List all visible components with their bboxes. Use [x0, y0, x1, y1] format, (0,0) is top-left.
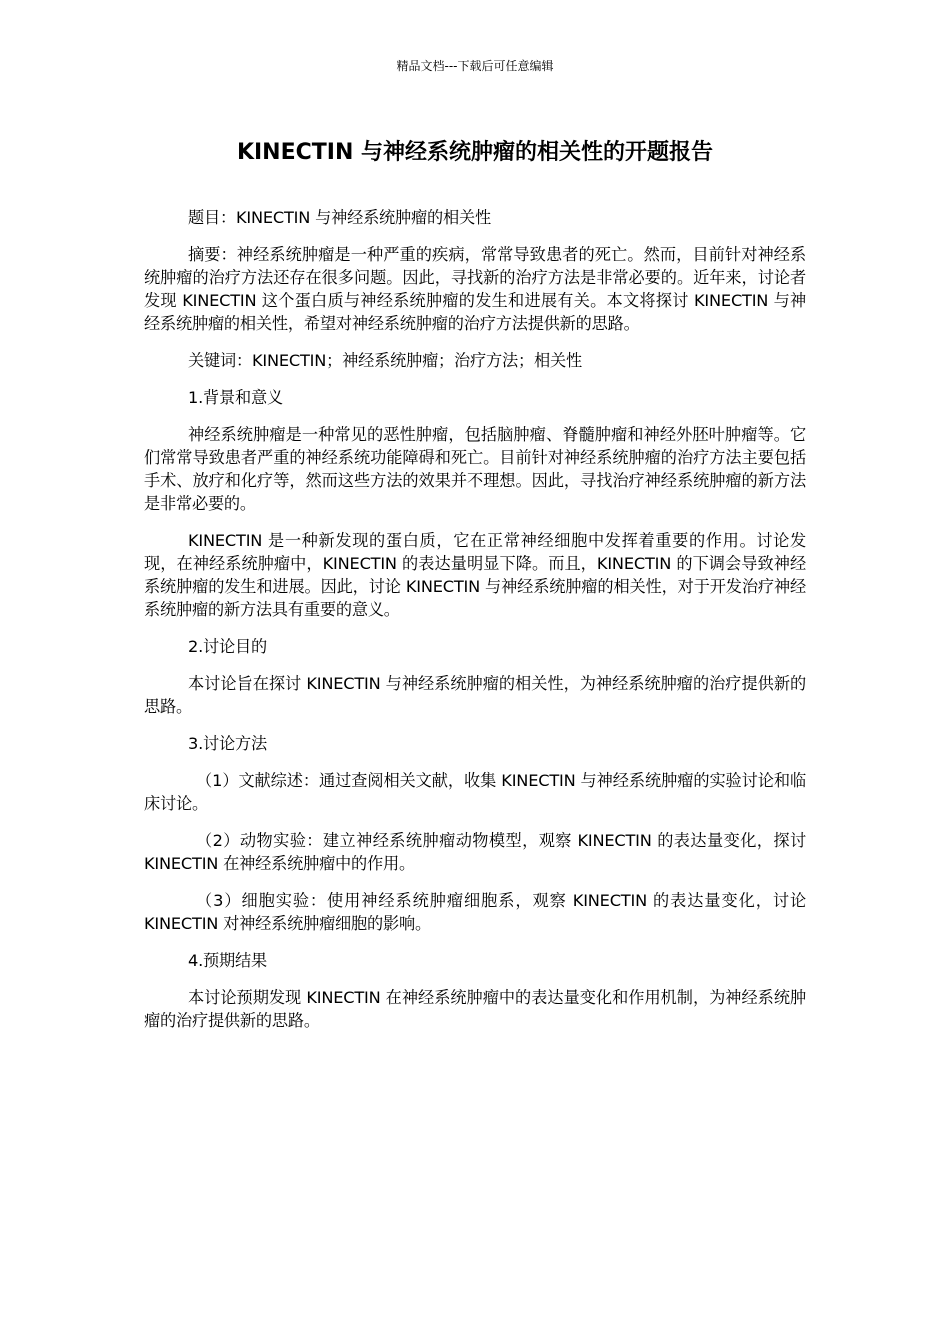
background-paragraph-1: 神经系统肿瘤是一种常见的恶性肿瘤，包括脑肿瘤、脊髓肿瘤和神经外胚叶肿瘤等。它们常常导致患者严重的神经系统功能障碍和死亡。目前针对神经系统肿瘤的治疗方法主要包括手术、放疗和化疗等，然而这些方法的效果并不理想。因此，寻找治疗神经系统肿瘤的新方法是非常必要的。: [144, 425, 806, 513]
keywords-line: 关键词：KINECTIN；神经系统肿瘤；治疗方法；相关性: [188, 351, 582, 370]
method-item-literature: （1）文献综述：通过查阅相关文献，收集 KINECTIN 与神经系统肿瘤的实验讨论和临床讨论。: [144, 771, 806, 813]
abstract-paragraph: 摘要：神经系统肿瘤是一种严重的疾病，常常导致患者的死亡。然而，目前针对神经系统肿瘤的治疗方法还存在很多问题。因此，寻找新的治疗方法是非常必要的。近年来，讨论者发现 KINECTIN 这个蛋白质与神经系统肿瘤的发生和进展有关。本文将探讨 KINECTIN 与神经系统肿瘤的相关性，希望对神经系统肿瘤的治疗方法提供新的思路。: [144, 245, 806, 333]
document-title: KINECTIN 与神经系统肿瘤的相关性的开题报告: [236, 140, 714, 165]
topic-line: 题目：KINECTIN 与神经系统肿瘤的相关性: [188, 208, 491, 227]
background-paragraph-2: KINECTIN 是一种新发现的蛋白质，它在正常神经细胞中发挥着重要的作用。讨论发现，在神经系统肿瘤中，KINECTIN 的表达量明显下降。而且，KINECTIN 的下调会导致神经系统肿瘤的发生和进展。因此，讨论 KINECTIN 与神经系统肿瘤的相关性，对于开发治疗神经系统肿瘤的新方法具有重要的意义。: [144, 531, 806, 619]
purpose-paragraph: 本讨论旨在探讨 KINECTIN 与神经系统肿瘤的相关性，为神经系统肿瘤的治疗提供新的思路。: [144, 674, 806, 716]
section-heading-background: 1.背景和意义: [188, 388, 283, 407]
document-body: [144, 206, 806, 1046]
method-item-animal: （2）动物实验：建立神经系统肿瘤动物模型，观察 KINECTIN 的表达量变化，探讨 KINECTIN 在神经系统肿瘤中的作用。: [144, 831, 806, 873]
section-heading-purpose: 2.讨论目的: [188, 637, 267, 656]
section-heading-results: 4.预期结果: [188, 951, 267, 970]
method-item-cell: （3）细胞实验：使用神经系统肿瘤细胞系，观察 KINECTIN 的表达量变化，讨论 KINECTIN 对神经系统肿瘤细胞的影响。: [144, 891, 806, 933]
page-header: 精品文档---下载后可任意编辑: [396, 59, 554, 73]
section-heading-methods: 3.讨论方法: [188, 734, 267, 753]
results-paragraph: 本讨论预期发现 KINECTIN 在神经系统肿瘤中的表达量变化和作用机制，为神经系统肿瘤的治疗提供新的思路。: [144, 988, 806, 1030]
